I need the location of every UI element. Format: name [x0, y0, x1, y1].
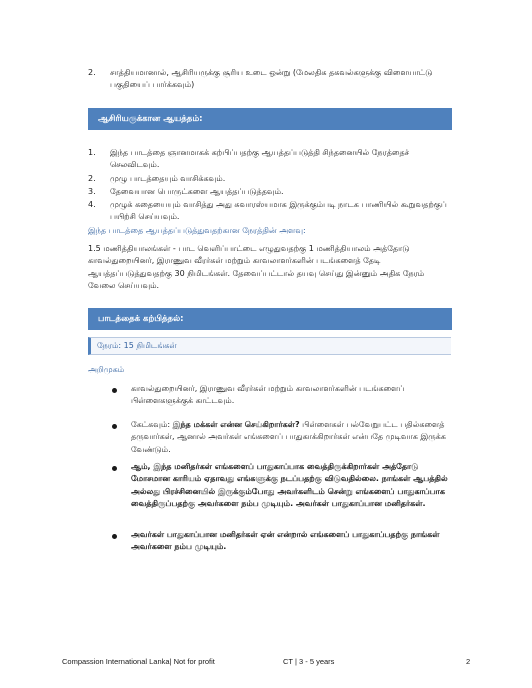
section-header-teacher-prep	[88, 108, 452, 130]
item-text: இந்த பாடத்தை ஞானமாகக் கற்பிப்பதற்கு ஆயத்தப்படுத்தி சிந்தனையில் நேரத்தைச் செலவிடவும்.	[110, 148, 410, 170]
item-number: 3.	[88, 187, 96, 196]
bullet-icon	[112, 388, 117, 393]
top-list-item	[88, 67, 448, 92]
lesson-time: நேரம்: 15 நிமிடங்கள்	[97, 341, 177, 350]
item-number: 2.	[88, 68, 96, 77]
item-text: முழு பாடத்தையும் வாசிக்கவும்.	[110, 174, 226, 183]
footer-center: CT | 3 - 5 years	[283, 657, 335, 666]
section-title: பாடத்தைக் கற்பித்தல்:	[98, 314, 184, 324]
intro-heading: அறிமுகம்	[88, 365, 125, 374]
bullet-text: காவல்துறையினர், இராணுவ வீரர்கள் மற்றும் காவலாளர்களின் படங்களைப் பிள்ளைகளுக்குக் காட்டவும்.	[131, 384, 405, 406]
footer-left: Compassion International Lanka| Not for profit	[62, 657, 215, 666]
ask-label: கேட்கவும்:	[131, 420, 171, 429]
section-title: ஆசிரியருக்கான ஆயத்தம்:	[98, 114, 203, 124]
bullet-icon	[112, 534, 117, 539]
item-text: சாத்தியமானால், ஆசிரியருக்கு சூரிய உடை ஒன்று (மேலதிக தகவல்களுக்கு விளையாட்டு பகுதியைப் பார்க்கவும்)	[110, 68, 433, 90]
ask-question: இந்த மக்கள் என்ன செய்கிறார்கள்?	[172, 420, 300, 429]
intro-bullet	[112, 461, 452, 511]
page-number: 2	[466, 657, 471, 666]
bullet-text: ஆம், இந்த மனிதர்கள் எங்களைப் பாதுகாப்பாக வைத்திருக்கிறார்கள் அத்தோடு மோசமான காரியம் ஏதாவது எங்களுக்கு நடப்பதற்கு விடுவதில்லை. நாங்கள் ஆபத்தில் அல்லது பிரச்சினையில் இருக்கும்போது அவர்களிடம் சென்று எங்களைப் பாதுகாப்பாக வைத்திருப்பதற்கு அவர்களை நம்ப முடியும். அவர்கள் பாதுகாப்பான மனிதர்கள்.	[131, 462, 448, 509]
intro-bullet	[112, 383, 452, 408]
ask-answer: பிள்ளைகள் பல்வேறுபட்ட பதில்களைத் தருவார்கள், ஆனால் அவர்கள் எங்களைப் பாதுகாக்கிறார்கள் என்பதே முடிவாக இருக்க வேண்டும்.	[131, 420, 446, 454]
intro-bullet	[112, 419, 452, 456]
bullet-icon	[112, 424, 117, 429]
item-text: முழுக் கதையையும் வாசித்து அது சுவாரஸ்யமாக இருக்கும்படி நாடக பாணியில் கூறுவதற்குப் பயிற்சி செய்யவும்.	[110, 200, 447, 222]
section-header-teaching	[88, 308, 452, 330]
prep-list-item	[88, 199, 448, 224]
prep-time-text: 1.5 மணித்தியாலங்கள் - பாட வெளிப்பாட்டை எழுதுவதற்கு 1 மணித்தியாலம் அத்தோடு காவல்துறையினர், இராணுவ வீரர்கள் மற்றும் காவலாளர்களின் படங்களைத் தேடி ஆயத்தப்படுத்துவதற்கு 30 நிமிடங்கள். தேவைப்பட்டால் தயவு செய்து இன்னும் அதிக நேரம் வேலை செய்யவும்.	[88, 244, 425, 291]
bullet-icon	[112, 466, 117, 471]
bullet-text	[131, 419, 452, 456]
item-number: 2.	[88, 174, 96, 183]
intro-bullet	[112, 529, 452, 554]
prep-list-item	[88, 186, 448, 198]
item-number: 1.	[88, 148, 96, 157]
item-text: தேவையான பொருட்களை ஆயத்தப்படுத்தவும்.	[110, 187, 284, 196]
prep-list-item	[88, 147, 448, 172]
time-box	[88, 337, 451, 355]
item-number: 4.	[88, 200, 96, 209]
prep-list-item	[88, 173, 448, 185]
bullet-text: அவர்கள் பாதுகாப்பான மனிதர்கள் ஏன் என்றால் எங்களைப் பாதுகாப்பதற்கு நாங்கள் அவர்களை நம்ப முடியும்.	[131, 530, 440, 552]
prep-time-heading: இந்த பாடத்தை ஆயத்தப்படுத்துவதற்கான நேரத்தின் அளவு:	[88, 226, 306, 235]
